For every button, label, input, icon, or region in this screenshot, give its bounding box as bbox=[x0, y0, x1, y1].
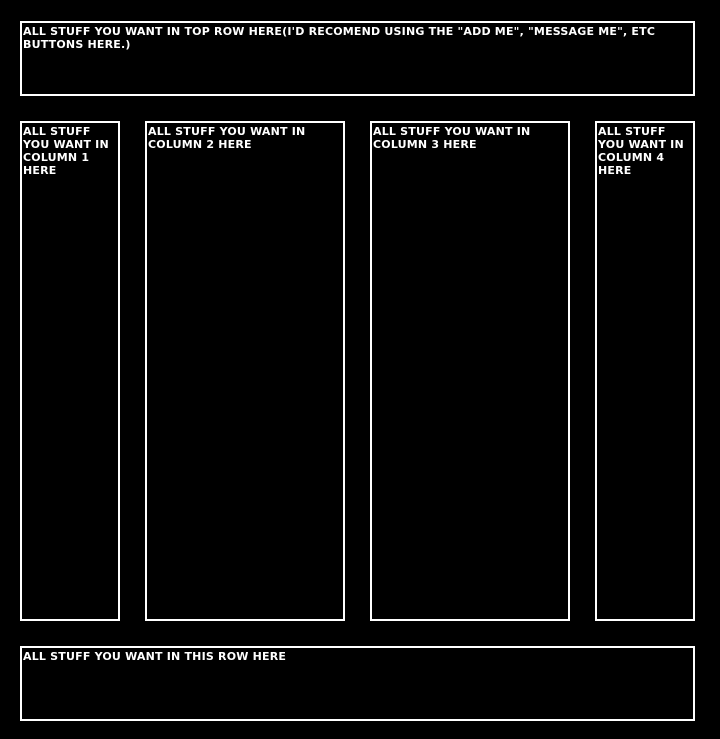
top-row-panel bbox=[20, 21, 695, 96]
bottom-row-text: ALL STUFF YOU WANT IN THIS ROW HERE bbox=[23, 650, 287, 663]
column-1-panel bbox=[20, 121, 120, 621]
bottom-row-panel bbox=[20, 646, 695, 721]
top-row-text: ALL STUFF YOU WANT IN TOP ROW HERE(I'D RECOMEND USING THE "ADD ME", "MESSAGE ME", ETC BUTTONS HERE.) bbox=[23, 25, 656, 51]
column-4-panel bbox=[595, 121, 695, 621]
column-3-text: ALL STUFF YOU WANT IN COLUMN 3 HERE bbox=[373, 125, 531, 151]
column-2-panel bbox=[145, 121, 345, 621]
column-1-text: ALL STUFF YOU WANT IN COLUMN 1 HERE bbox=[23, 125, 109, 177]
column-3-panel bbox=[370, 121, 570, 621]
column-4-text: ALL STUFF YOU WANT IN COLUMN 4 HERE bbox=[598, 125, 684, 177]
column-2-text: ALL STUFF YOU WANT IN COLUMN 2 HERE bbox=[148, 125, 306, 151]
